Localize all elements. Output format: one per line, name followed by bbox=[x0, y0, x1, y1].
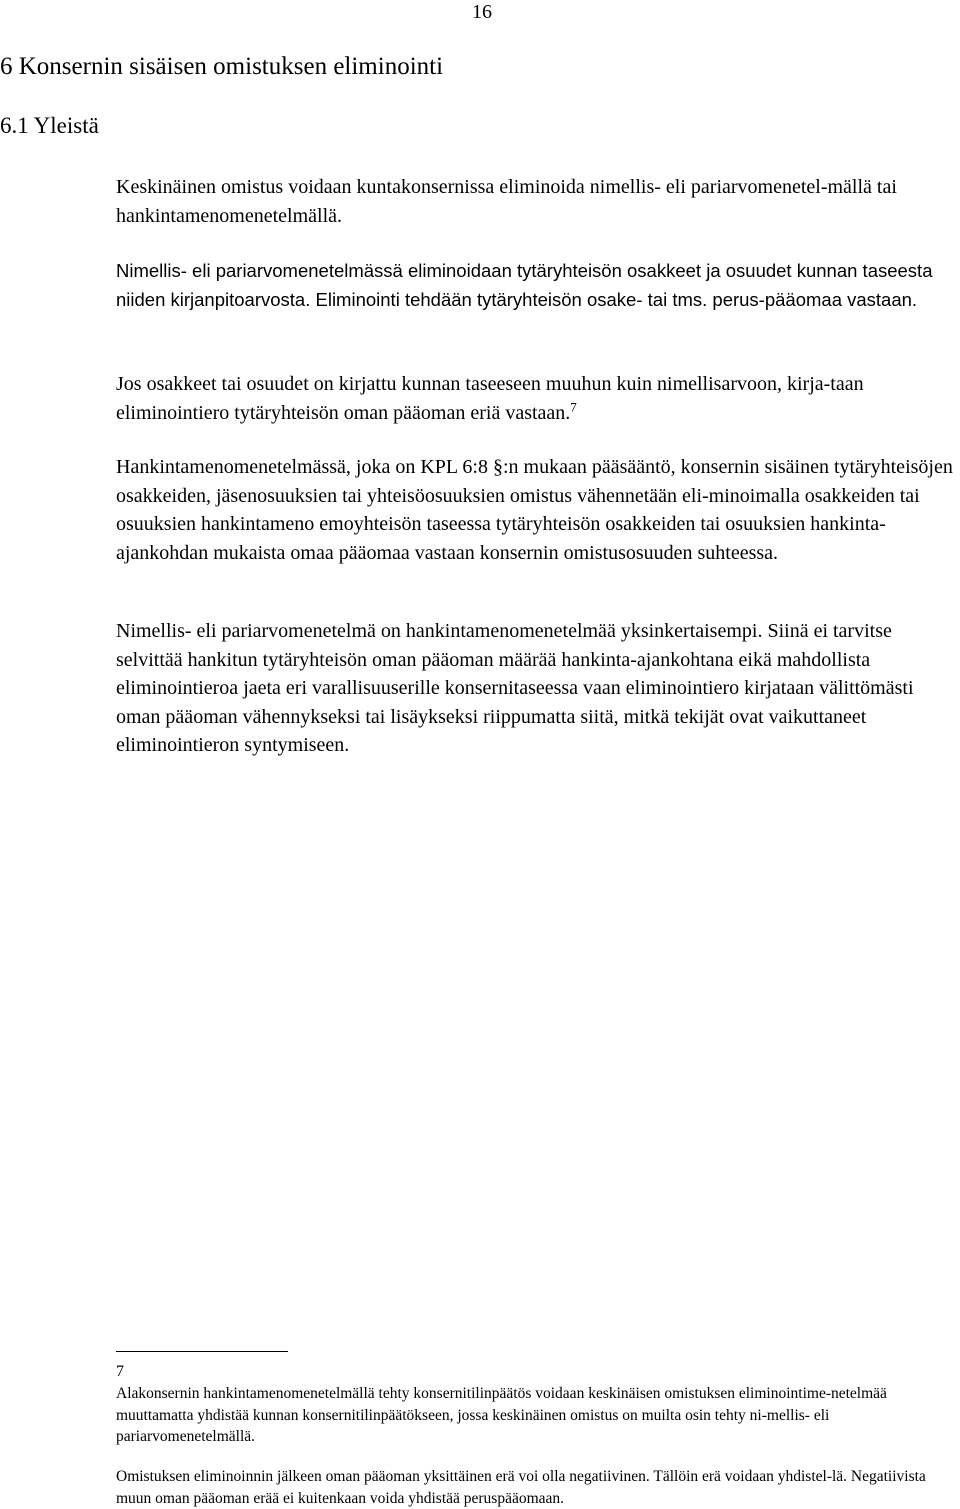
paragraph-3-text: Jos osakkeet tai osuudet on kirjattu kunnan taseeseen muuhun kuin nimellisarvoon, kirja-taan eliminointiero tytäryhteisön oman pääoman eriä vastaan. bbox=[116, 373, 864, 424]
footnote-text-1: Alakonsernin hankintamenomenetelmällä tehty konsernitilinpäätös voidaan keskinäisen omistuksen eliminointime-netelmää muuttamatta yhdistää kunnan konsernitilinpäätökseen, jossa keskinäinen omistus on muilta osin tehty ni-mellis- eli pariarvomenetelmällä. bbox=[116, 1385, 887, 1445]
paragraph-5: Nimellis- eli pariarvomenetelmä on hankintamenomenetelmää yksinkertaisempi. Siinä ei tarvitse selvittää hankitun tytäryhteisön oman pääoman määrää hankinta-ajankohtana eikä mahdollista eliminointieroa jaeta eri varallisuuserille konsernitaseessa vaan eliminointiero kirjataan välittömästi oman pääoman vähennykseksi tai lisäykseksi riippumatta siitä, mitkä tekijät ovat vaikuttaneet eliminointieron syntymiseen. bbox=[116, 620, 914, 756]
paragraph-2: Nimellis- eli pariarvomenetelmässä eliminoidaan tytäryhteisön osakkeet ja osuudet kunnan taseesta niiden kirjanpitoarvosta. Eliminointi tehdään tytäryhteisön osake- tai tms. perus-pääomaa vastaan. bbox=[116, 260, 933, 310]
paragraph-3 bbox=[116, 370, 956, 427]
paragraph-4: Hankintamenomenetelmässä, joka on KPL 6:8 §:n mukaan pääsääntö, konsernin sisäinen tytäryhteisöjen osakkeiden, jäsenosuuksien tai yhteisöosuuksien omistus vähennetään eli-minoimalla osakkeiden tai osuuksien hankintameno emoyhteisön taseessa tytäryhteisön osakkeiden tai osuuksien hankinta-ajankohdan mukaista omaa pääomaa vastaan konsernin omistusosuuden suhteessa. bbox=[116, 456, 953, 564]
footnote-separator bbox=[116, 1351, 288, 1352]
footnote-number: 7 bbox=[116, 1363, 124, 1380]
paragraph-1: Keskinäinen omistus voidaan kuntakonsernissa eliminoida nimellis- eli pariarvomenetel-mällä tai hankintamenomenetelmällä. bbox=[116, 176, 897, 227]
section-heading: 6.1 Yleistä bbox=[0, 113, 99, 138]
footnote-text-2: Omistuksen eliminoinnin jälkeen oman pääoman yksittäinen erä voi olla negatiivinen. Tällöin erä voidaan yhdistel-lä. Negatiivista muun oman pääoman erää ei kuitenkaan voida yhdistää peruspääomaan. bbox=[116, 1468, 926, 1507]
chapter-heading: 6 Konsernin sisäisen omistuksen eliminointi bbox=[0, 53, 444, 80]
page-number: 16 bbox=[472, 1, 492, 23]
footnote-reference[interactable]: 7 bbox=[570, 398, 577, 414]
